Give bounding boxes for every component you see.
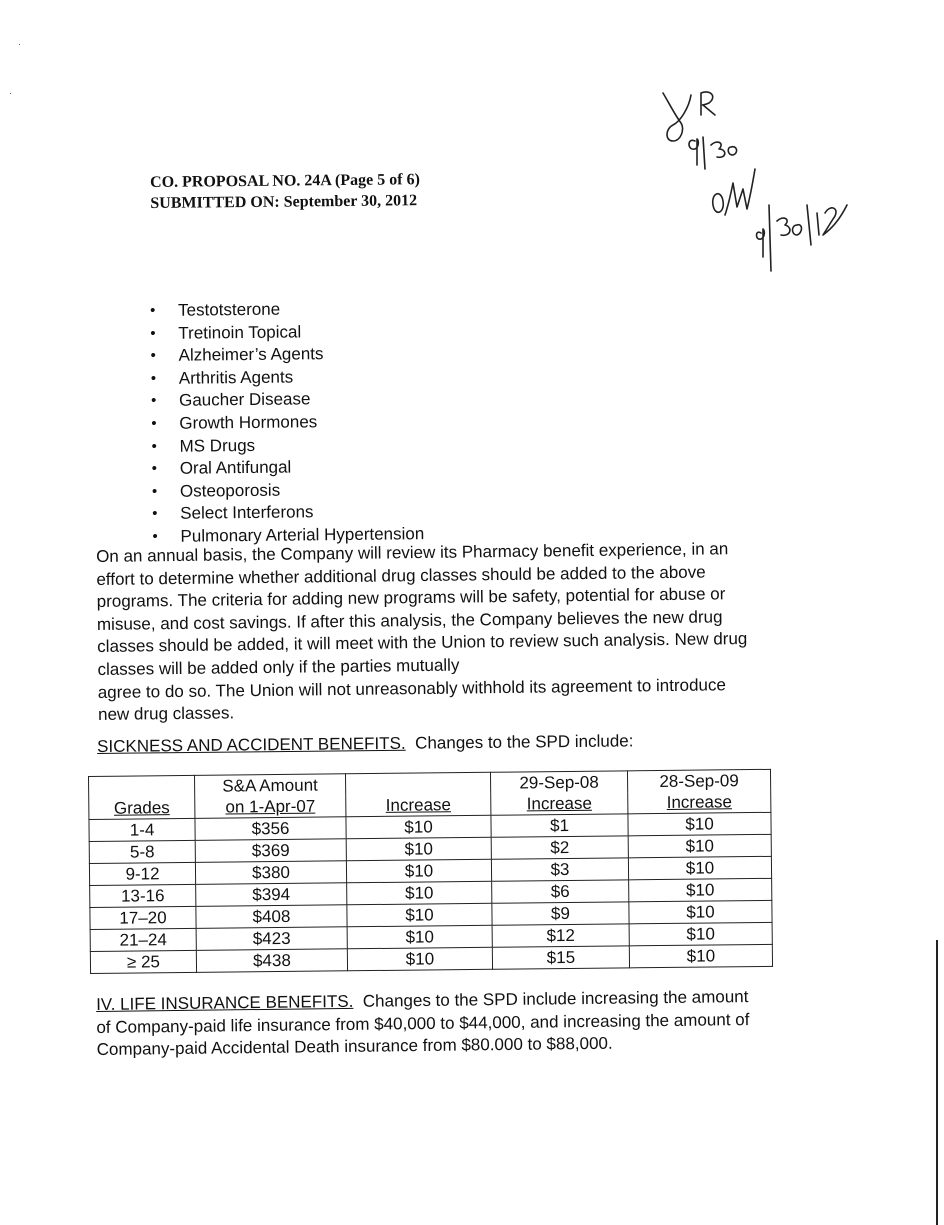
table-cell: $10: [628, 812, 771, 835]
paragraph-line: Company-paid Accidental Death insurance from $80.000 to $88,000.: [96, 1033, 613, 1060]
handwritten-initials-signature: [655, 85, 855, 275]
scan-edge-mark: [936, 940, 938, 1225]
paragraph-line: classes should be added, it will meet with the Union to review such analysis. New drug: [97, 629, 748, 657]
paragraph-line: programs. The criteria for adding new programs will be safety, potential for abuse or: [96, 584, 726, 612]
section-text: Changes to the SPD include increasing the amount: [353, 987, 749, 1011]
pharmacy-review-paragraph: [96, 537, 818, 727]
table-cell: $394: [196, 883, 347, 907]
list-item: • Select Interferons: [152, 500, 424, 525]
header-label: Increase: [666, 791, 732, 812]
paragraph-line: classes will be added only if the parties mutually: [97, 655, 460, 679]
table-cell: 9-12: [89, 862, 195, 885]
sickness-accident-heading: [97, 731, 634, 757]
paragraph-line: agree to do so. The Union will not unreasonably withhold its agreement to introduce: [97, 674, 726, 702]
table-cell: ≥ 25: [90, 950, 196, 973]
table-cell: $9: [492, 902, 629, 925]
table-cell: $3: [491, 858, 628, 881]
header-cell: 29-Sep-08: [490, 771, 627, 794]
table-cell: $10: [347, 925, 492, 949]
header-cell: [89, 797, 195, 820]
table-cell: $1: [491, 814, 628, 837]
list-item: • Growth Hormones: [151, 410, 423, 435]
paragraph-line: On an annual basis, the Company will review its Pharmacy benefit experience, in an: [96, 539, 729, 566]
table-cell: 21–24: [90, 928, 196, 951]
section-title: SICKNESS AND ACCIDENT BENEFITS.: [97, 733, 406, 756]
header-label: Increase: [385, 794, 452, 815]
paragraph-line: effort to determine whether additional drug classes should be added to the above: [96, 562, 706, 589]
table-cell: $356: [195, 817, 346, 841]
table-cell: 1-4: [89, 818, 195, 841]
header-cell: [345, 772, 490, 795]
table-cell: $438: [196, 949, 347, 973]
scan-speck: [19, 44, 20, 45]
list-item: • Tretinoin Topical: [150, 320, 422, 345]
submitted-date: SUBMITTED ON: September 30, 2012: [150, 192, 418, 212]
table-cell: $408: [196, 905, 347, 929]
table-cell: $6: [492, 880, 629, 903]
list-item: • MS Drugs: [151, 433, 423, 458]
life-insurance-paragraph: [96, 985, 817, 1062]
table-cell: $2: [491, 836, 628, 859]
table-cell: $10: [346, 837, 491, 861]
table-cell: $10: [628, 856, 771, 879]
table-cell: $10: [347, 903, 492, 927]
list-item: • Gaucher Disease: [151, 388, 423, 413]
sa-benefits-table-wrapper: [88, 769, 773, 974]
header-label: on 1-Apr-07: [225, 796, 316, 817]
paragraph-line: new drug classes.: [97, 703, 235, 725]
table-cell: $10: [347, 947, 492, 971]
header-cell: [628, 791, 771, 814]
header-label: Increase: [526, 793, 593, 813]
paragraph-line: misuse, and cost savings. If after this analysis, the Company believes the new drug: [96, 607, 723, 634]
section-intro: Changes to the SPD include:: [405, 731, 634, 753]
header-cell: [89, 775, 195, 798]
table-cell: $369: [195, 839, 346, 863]
list-item: • Testotsterone: [150, 297, 422, 322]
paragraph-line: of Company-paid life insurance from $40,000 to $44,000, and increasing the amount of: [96, 1009, 750, 1037]
list-item: • Arthritis Agents: [151, 365, 423, 390]
table-cell: $10: [629, 944, 772, 967]
sa-benefits-table: [88, 769, 773, 974]
header-cell: [195, 795, 346, 818]
table-cell: 13-16: [90, 884, 196, 907]
table-cell: $10: [346, 859, 491, 883]
list-item: • Oral Antifungal: [152, 455, 424, 480]
table-cell: 5-8: [89, 840, 195, 863]
header-cell: [491, 792, 628, 815]
table-cell: $10: [346, 815, 491, 839]
table-cell: $423: [196, 927, 347, 951]
table-cell: $10: [628, 834, 771, 857]
table-cell: $12: [492, 924, 629, 947]
table-cell: $10: [629, 878, 772, 901]
list-item: • Pulmonary Arterial Hypertension: [152, 523, 424, 548]
list-item: • Alzheimer’s Agents: [150, 342, 422, 367]
drug-class-list: [150, 297, 424, 548]
section-title: IV. LIFE INSURANCE BENEFITS.: [96, 991, 354, 1014]
table-cell: $10: [347, 881, 492, 905]
header-cell: [346, 794, 491, 817]
table-cell: $380: [195, 861, 346, 885]
header-label: Grades: [113, 797, 170, 818]
table-cell: $10: [629, 900, 772, 923]
table-cell: $10: [629, 922, 772, 945]
list-item: • Osteoporosis: [152, 478, 424, 503]
header-cell: 28-Sep-09: [627, 769, 770, 792]
table-cell: 17–20: [90, 906, 196, 929]
proposal-number: CO. PROPOSAL NO. 24A (Page 5 of 6): [150, 171, 420, 191]
table-cell: $15: [492, 946, 629, 969]
scan-speck: [10, 93, 11, 94]
proposal-header: [150, 169, 420, 214]
header-cell: S&A Amount: [194, 774, 345, 797]
